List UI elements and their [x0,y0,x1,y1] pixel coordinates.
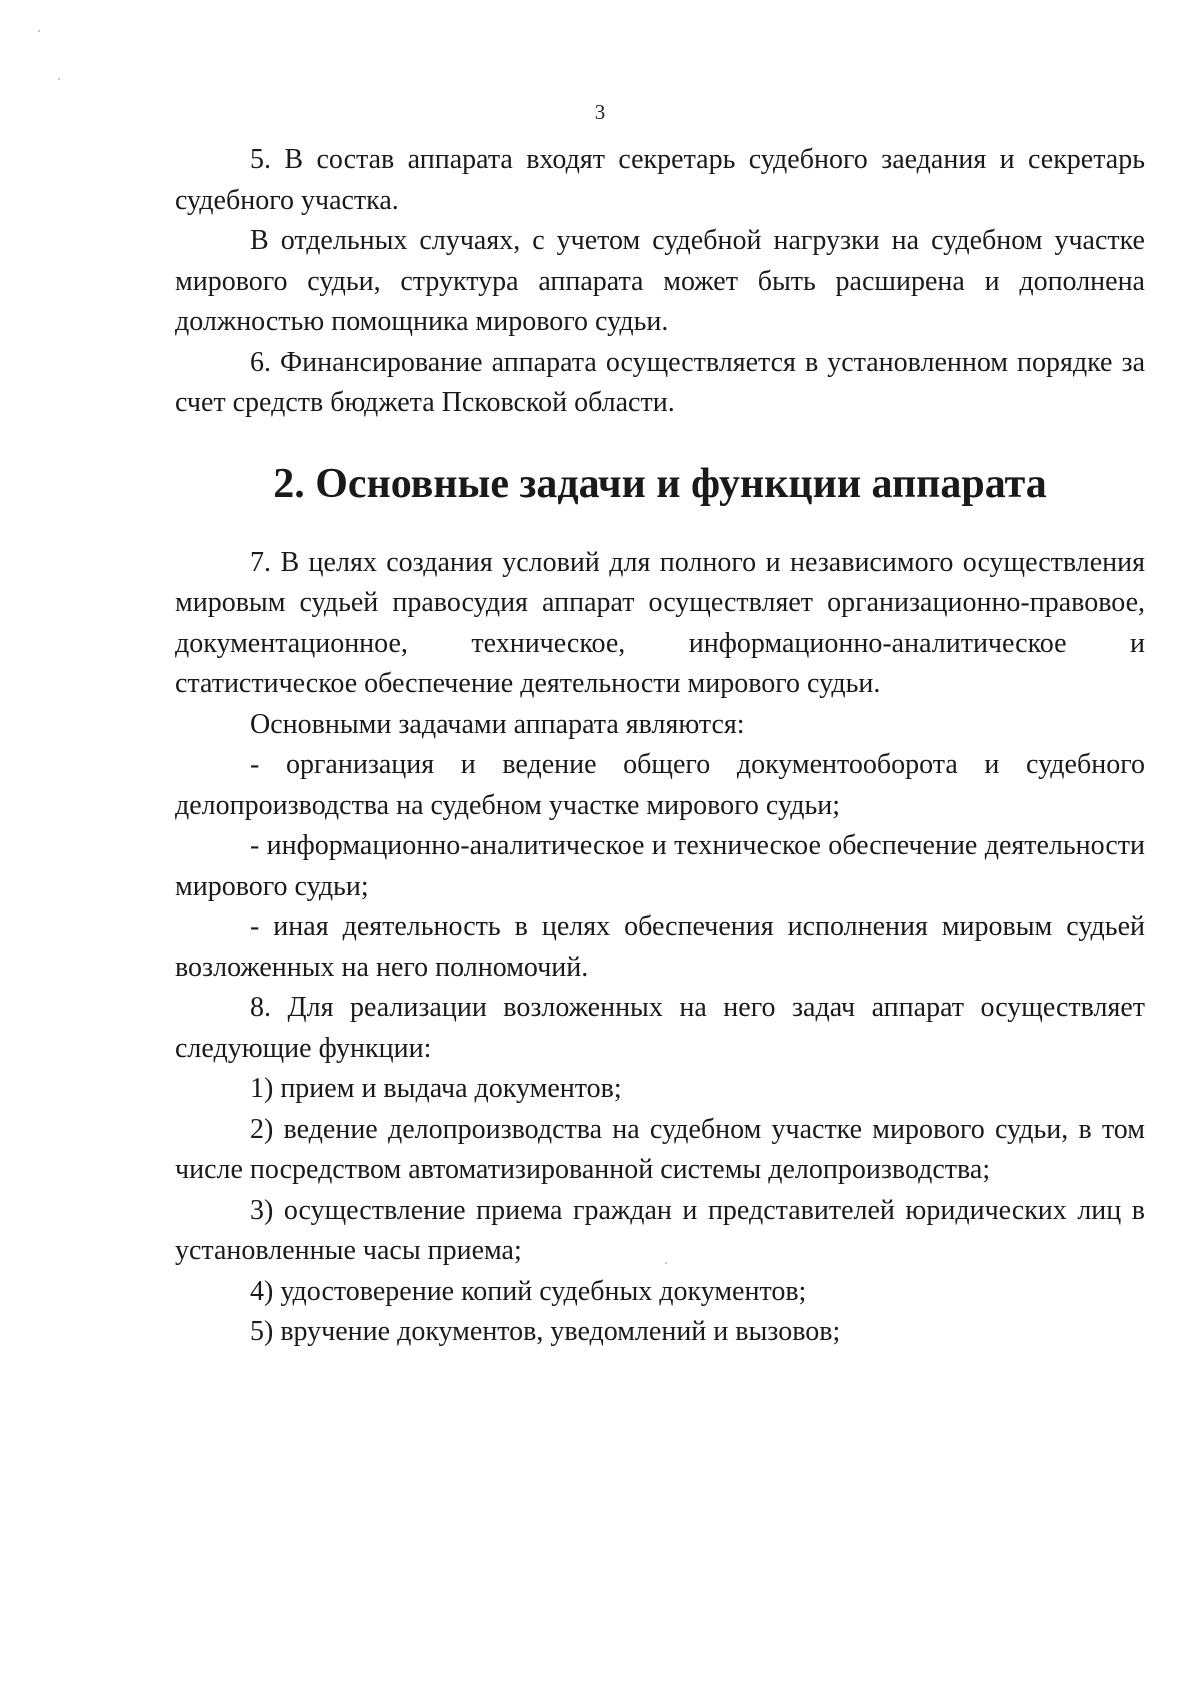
scan-speck [38,30,40,32]
document-body [175,140,1145,1353]
page-number: 3 [594,100,606,124]
paragraph-6: 6. Финансирование аппарата осуществляется в установленном порядке за счет средств бюджета Псковской области. [175,346,1145,418]
paragraph-5-extension: В отдельных случаях, с учетом судебной нагрузки на судебном участке мирового судьи, структура аппарата может быть расширена и дополнена должностью помощника мирового судьи. [175,225,1145,337]
paragraph-8: 8. Для реализации возложенных на него задач аппарат осуществляет следующие функции: [175,992,1145,1064]
section-heading: 2. Основные задачи и функции аппарата [273,460,1047,507]
tasks-intro: Основными задачами аппарата являются: [250,708,745,740]
function-item: 4) удостоверение копий судебных документов; [250,1275,807,1307]
function-item: 2) ведение делопроизводства на судебном участке мирового судьи, в том числе посредством автоматизированной системы делопроизводства; [175,1113,1145,1185]
paragraph-7: 7. В целях создания условий для полного и независимого осуществления мировым судьей правосудия аппарат осуществляет организационно-правовое, документационное, техническое, информационно-аналитическое и статистическое обеспечение деятельности мирового судьи. [175,546,1145,699]
function-item: 5) вручение документов, уведомлений и вызовов; [250,1316,841,1347]
task-item: - информационно-аналитическое и техническое обеспечение деятельности мирового судьи; [175,830,1145,902]
paragraph-5: 5. В состав аппарата входят секретарь судебного заедания и секретарь судебного участка. [175,144,1145,216]
function-item: 1) прием и выдача документов; [250,1073,622,1104]
scan-speck [58,78,60,80]
task-item: - иная деятельность в целях обеспечения исполнения мировым судьей возложенных на него полномочий. [175,911,1145,983]
function-item: 3) осуществление приема граждан и представителей юридических лиц в установленные часы приема; [175,1194,1145,1266]
task-item: - организация и ведение общего документооборота и судебного делопроизводства на судебном участке мирового судьи; [175,749,1145,821]
